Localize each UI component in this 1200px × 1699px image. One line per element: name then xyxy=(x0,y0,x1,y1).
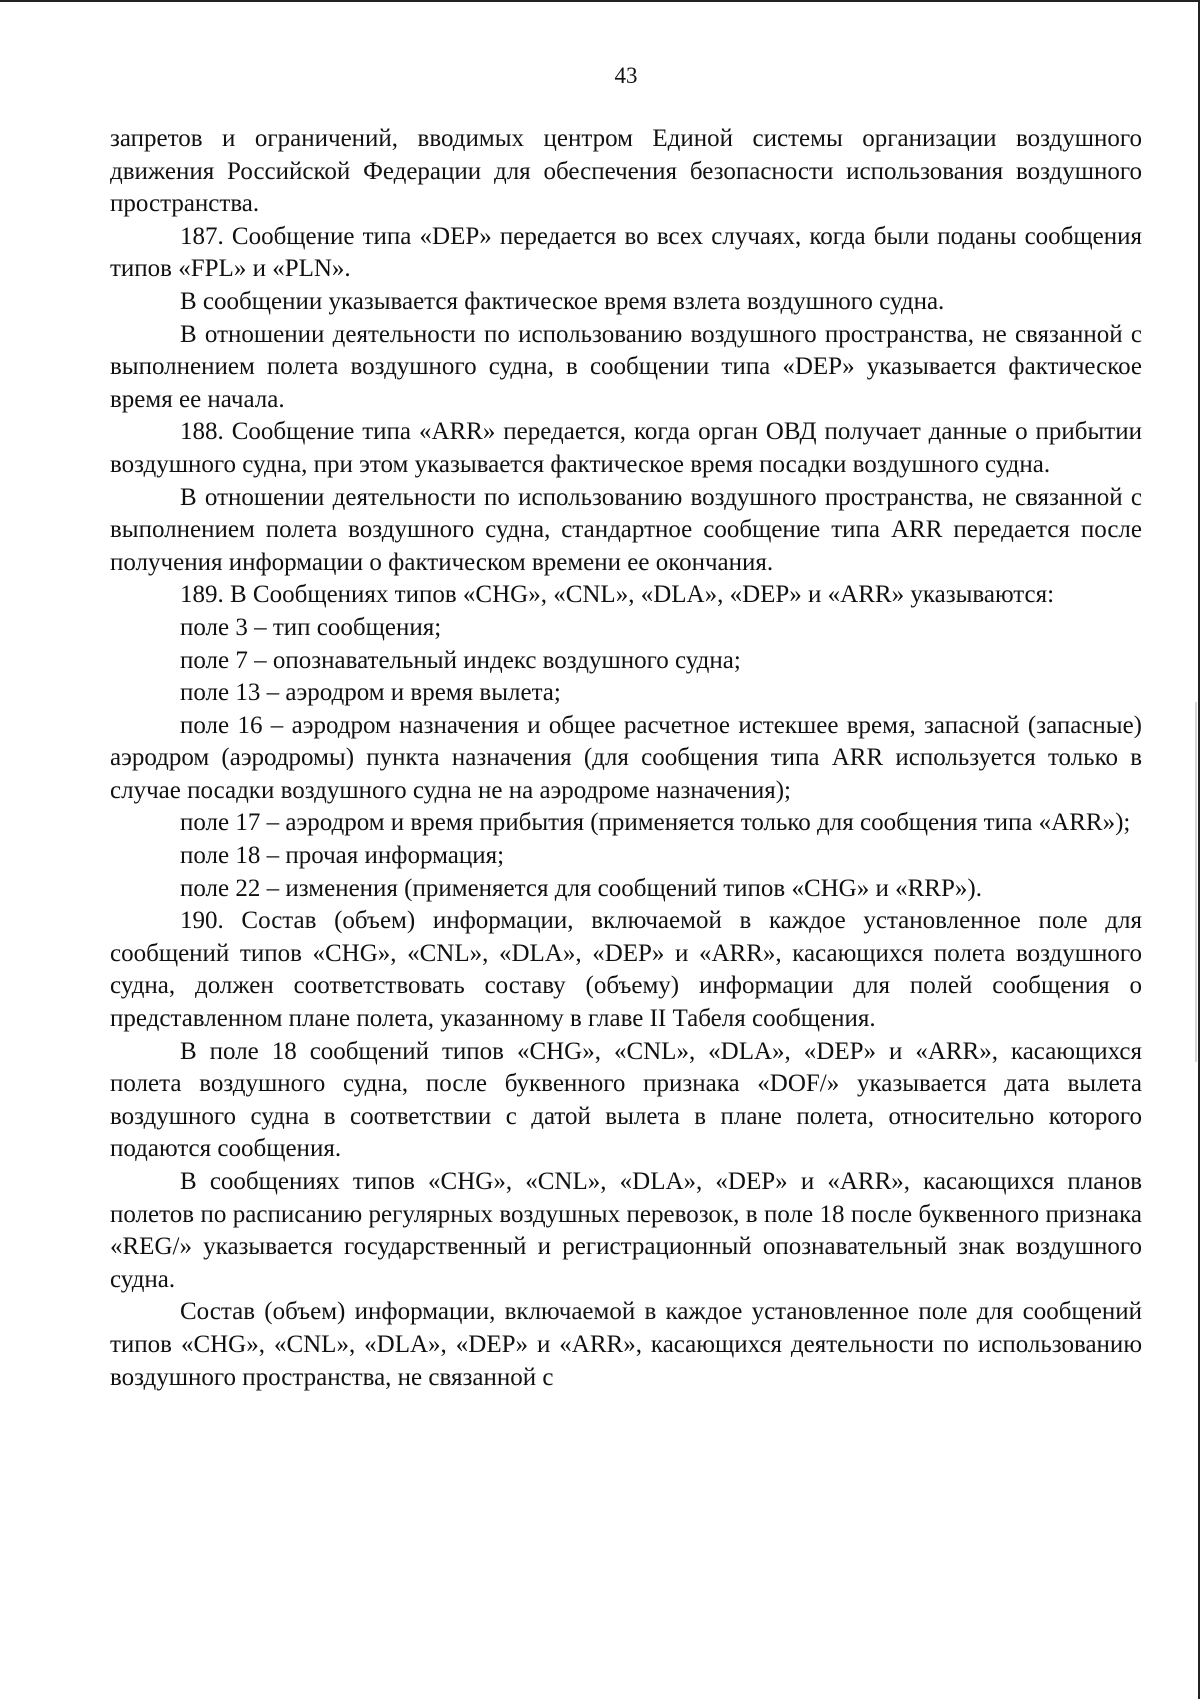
field-item-3: поле 3 – тип сообщения; xyxy=(180,613,442,641)
field-item-18: поле 18 – прочая информация; xyxy=(180,842,505,870)
field-item-16: поле 16 – аэродром назначения и общее расчетное истекшее время, запасной (запасные) аэродром (аэродромы) пункта назначения (для сообщения типа ARR используется только в случае посадки воздушного судна не на аэродроме назначения); xyxy=(110,711,1142,804)
paragraph-190-non-flight: Состав (объем) информации, включаемой в каждое установленное поле для сообщений типов «CHG», «CNL», «DLA», «DEP» и «ARR», касающихся деятельности по использованию воздушного пространства, не связанной с xyxy=(110,1298,1142,1391)
paragraph-189: 189. В Сообщениях типов «CHG», «CNL», «DLA», «DEP» и «ARR» указываются: xyxy=(180,581,1055,609)
field-item-22: поле 22 – изменения (применяется для сообщений типов «CHG» и «RRP»). xyxy=(180,874,982,902)
paragraph-190: 190. Состав (объем) информации, включаемой в каждое установленное поле для сообщений типов «CHG», «CNL», «DLA», «DEP» и «ARR», касающихся полета воздушного судна, должен соответствовать составу (объему) информации для полей сообщения о представленном плане полета, указанному в главе II Табеля сообщения. xyxy=(110,907,1142,1033)
page-number: 43 xyxy=(614,63,638,88)
paragraph-190-dof: В поле 18 сообщений типов «CHG», «CNL», «DLA», «DEP» и «ARR», касающихся полета воздушного судна, после буквенного признака «DOF/» указывается дата вылета воздушного судна в соответствии с датой вылета в плане полета, относительно которого подаются сообщения. xyxy=(110,1037,1142,1163)
field-item-13: поле 13 – аэродром и время вылета; xyxy=(180,679,561,707)
document-body xyxy=(110,123,1142,1394)
paragraph-187-non-flight: В отношении деятельности по использованию воздушного пространства, не связанной с выполнением полета воздушного судна, в сообщении типа «DEP» указывается фактическое время ее начала. xyxy=(110,320,1142,413)
paragraph-187-takeoff-time: В сообщении указывается фактическое время взлета воздушного судна. xyxy=(180,287,945,315)
field-item-17: поле 17 – аэродром и время прибытия (применяется только для сообщения типа «ARR»); xyxy=(180,809,1131,837)
scan-edge-mark xyxy=(1195,702,1197,1062)
paragraph-188: 188. Сообщение типа «ARR» передается, когда орган ОВД получает данные о прибытии воздушного судна, при этом указывается фактическое время посадки воздушного судна. xyxy=(110,418,1142,478)
paragraph-continuation: запретов и ограничений, вводимых центром Единой системы организации воздушного движения Российской Федерации для обеспечения безопасности использования воздушного пространства. xyxy=(110,125,1142,218)
paragraph-187: 187. Сообщение типа «DEP» передается во всех случаях, когда были поданы сообщения типов «FPL» и «PLN». xyxy=(110,222,1142,283)
paragraph-188-non-flight: В отношении деятельности по использованию воздушного пространства, не связанной с выполнением полета воздушного судна, стандартное сообщение типа ARR передается после получения информации о фактическом времени ее окончания. xyxy=(110,483,1142,576)
field-item-7: поле 7 – опознавательный индекс воздушного судна; xyxy=(180,646,741,674)
paragraph-190-reg: В сообщениях типов «CHG», «CNL», «DLA», «DEP» и «ARR», касающихся планов полетов по расписанию регулярных воздушных перевозок, в поле 18 после буквенного признака «REG/» указывается государственный и регистрационный опознавательный знак воздушного судна. xyxy=(110,1168,1142,1293)
